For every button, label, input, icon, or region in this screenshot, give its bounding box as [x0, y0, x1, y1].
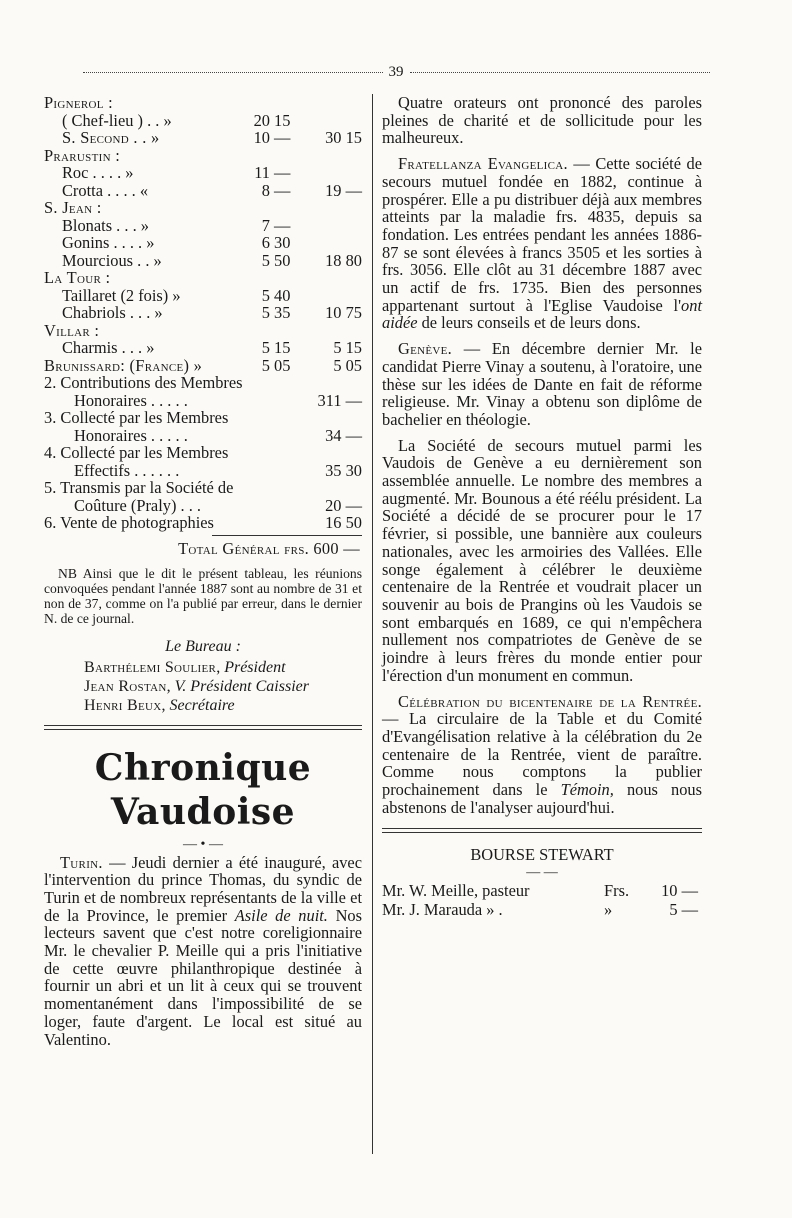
page-number: 39: [388, 63, 404, 80]
donor-name: Mr. J. Marauda » .: [382, 900, 503, 920]
header-rule-left: [83, 72, 383, 73]
amount-francs: 5: [261, 303, 270, 322]
account-row: [44, 322, 362, 340]
nb-note: NB Ainsi que le dit le présent tableau, les réunions convoquées pendant l'année 1887 sont au nombre de 31 et non de 37, comme on l'a publié par erreur, dans le dernier N. de ce journal.: [44, 565, 362, 626]
article-heading: Genève.: [398, 339, 453, 359]
subtotal: 30 15: [325, 128, 362, 147]
subtotal: 10 75: [325, 303, 362, 322]
subtotal: 5 15: [333, 338, 362, 357]
bureau-member: Jean Rostan, V. Président Caissier: [84, 677, 309, 695]
amount-cents: —: [274, 163, 291, 182]
article-italic: Témoin,: [560, 780, 614, 800]
account-label: Villar :: [44, 320, 100, 340]
account-label: Gonins . . . . »: [62, 233, 155, 252]
left-articles: [44, 854, 362, 1049]
account-row: [44, 427, 362, 445]
account-label: Charmis . . . »: [62, 338, 155, 357]
account-label: 3. Collecté par les Membres: [44, 408, 229, 427]
subtotal: 16 50: [325, 513, 362, 532]
accounts-table: [44, 94, 362, 532]
account-row: [44, 94, 362, 112]
account-label: Roc . . . . »: [62, 163, 134, 182]
account-row: [44, 287, 362, 305]
account-label: S. Second . . »: [62, 128, 160, 147]
account-label: 5. Transmis par la Société de: [44, 478, 234, 497]
bourse-row: [382, 900, 702, 919]
right-column: [382, 94, 702, 919]
left-column: [44, 94, 362, 1048]
article-heading: Turin.: [60, 852, 103, 872]
donation-amount: 5 —: [669, 900, 698, 920]
article-paragraph: Genève. — En décembre dernier Mr. le candidat Pierre Vinay a soutenu, à l'oratoire, une thèse sur les idées de Dante en fait de réforme religieuse. Mr. Vinay a obtenu son diplôme de bachelier en théologie.: [382, 339, 702, 429]
donation-amount: 10 —: [661, 881, 698, 901]
article-italic: Asile de nuit.: [234, 905, 328, 925]
amount-cents: 15: [274, 110, 291, 130]
account-row: [44, 164, 362, 182]
account-label: 6. Vente de photographies: [44, 513, 214, 532]
bureau-member: Barthélemi Soulier, Président: [84, 658, 286, 676]
subtotal: 34 —: [325, 425, 362, 445]
account-label: Chabriols . . . »: [62, 303, 163, 322]
account-row: [44, 234, 362, 252]
article-paragraph: Fratellanza Evangelica. — Cette société de secours mutuel fondée en 1882, continue à prospérer. Elle a pu distribuer déjà aux membres atteints par la maladie frs. 4835, depuis sa fondation. Les entrées pendant les années 1886-87 se sont élevées à francs 3505 et les sorties à frs. 3056. Elle clôt au 31 décembre 1887 avec un actif de frs. 1735. Bien des personnes appartenant surtout à l'Eglise Vaudoise l'ont aidée de leurs conseils et de leurs dons.: [382, 154, 702, 333]
account-label: Effectifs . . . . . .: [74, 460, 180, 480]
account-row: [44, 479, 362, 497]
amount-francs: 7: [261, 215, 270, 235]
account-row: [44, 497, 362, 515]
title-dash: — • —: [183, 836, 223, 852]
account-label: Brunissard: (France) »: [44, 355, 203, 375]
article-paragraph: La Société de secours mutuel parmi les Vaudois de Genève a eu dernièrement son assemblée annuelle. Le nombre des membres a augmenté. Mr. Bounous a été réélu président. La Société a décidé de se procurer pour le 17 février, si possible, une bannière aux couleurs nationales, avec les armoiries des Vallées. Elle songe également à célébrer le deuxième centenaire de la Rentrée et voudrait placer un souvenir au bois de Prangins où les Vaudois se sont embarqués en 1689, ce qui n'empêchera nullement nos compatriotes de Genève de se joindre à leurs frères du monde entier pour l'érection d'un monument en commun.: [382, 435, 702, 685]
subtotal: 19 —: [325, 180, 362, 200]
article-paragraph: Célébration du bicentenaire de la Rentrée. — La circulaire de la Table et du Comité d'Evangélisation relative à la célébration du 2e centenaire de la Rentrée, vient de paraître. Comme nous comptons la publier prochainement dans le Témoin, nous nous abstenons de l'analyser aujourd'hui.: [382, 691, 702, 817]
subtotal: 35 30: [325, 460, 362, 480]
article-paragraph: Turin. — Jeudi dernier a été inauguré, avec l'intervention du prince Thomas, du syndic de Turin et de nombreux représentants de la ville et de la Province, le premier Asile de nuit. Nos lecteurs savent que c'est notre coreligionnaire Mr. le chevalier P. Meille qui a pris l'initiative de cette œuvre philanthropique destinée à fournir un abri et un lit à ceux qui se trouvent momentanément dans l'impossibilité de se loger, faute d'argent. Le local est situé au Valentino.: [44, 852, 362, 1049]
account-label: Coûture (Praly) . . .: [74, 495, 202, 515]
account-label: Honoraires . . . . .: [74, 390, 188, 410]
account-row: [44, 514, 362, 532]
account-row: [44, 462, 362, 480]
member-name: Henri Beux: [84, 696, 162, 714]
account-label: La Tour :: [44, 268, 111, 287]
member-role: V. Président Caissier: [174, 677, 309, 695]
account-row: [44, 339, 362, 357]
amount-francs: 5: [261, 250, 270, 270]
account-row: [44, 392, 362, 410]
amount-cents: 35: [274, 303, 291, 322]
total-rule: [212, 535, 362, 536]
account-row: [44, 304, 362, 322]
account-label: Pignerol :: [44, 93, 114, 112]
amount-francs: 20: [253, 110, 270, 130]
amount-francs: 6: [261, 233, 270, 252]
page-number-header: [0, 62, 792, 82]
member-name: Barthélemi Soulier: [84, 658, 217, 676]
amount-cents: 05: [274, 355, 291, 375]
account-label: S. Jean :: [44, 198, 102, 217]
account-label: 4. Collecté par les Membres: [44, 443, 229, 462]
subtotal: 20 —: [325, 495, 362, 515]
account-label: Prarustin :: [44, 145, 121, 165]
account-row: [44, 112, 362, 130]
account-row: [44, 269, 362, 287]
account-row: [44, 444, 362, 462]
subtotal: 18 80: [325, 250, 362, 270]
bureau-signatures: [44, 658, 362, 715]
amount-francs: 10: [253, 128, 270, 147]
amount-francs: 5: [261, 285, 270, 305]
bourse-list: [382, 881, 702, 919]
article-paragraph: Quatre orateurs ont prononcé des paroles pleines de charité et de sollicitude pour les malheureux.: [382, 93, 702, 148]
header-rule-right: [410, 72, 710, 73]
amount-cents: —: [274, 215, 291, 235]
account-label: 2. Contributions des Membres: [44, 373, 243, 392]
amount-cents: 30: [274, 233, 291, 252]
amount-francs: 8: [261, 180, 270, 200]
amount-cents: 15: [274, 338, 291, 357]
column-divider: [372, 94, 373, 1154]
member-role: Président: [224, 658, 286, 676]
account-row: [44, 357, 362, 375]
bourse-title: BOURSE STEWART: [470, 845, 614, 865]
section-rule: [44, 725, 362, 730]
amount-cents: 40: [274, 285, 291, 305]
amount-francs: 5: [261, 355, 270, 375]
bourse-rule: [382, 828, 702, 833]
total-general: Total Général frs. 600 —: [178, 538, 360, 558]
bureau-title: Le Bureau :: [165, 637, 241, 655]
account-row: [44, 252, 362, 270]
account-row: [44, 409, 362, 427]
amount-francs: 11: [254, 163, 270, 182]
section-title: Chronique Vaudoise: [94, 746, 312, 833]
member-role: Secrétaire: [169, 696, 235, 714]
amount-cents: —: [274, 180, 291, 200]
amount-francs: 5: [261, 338, 270, 357]
account-label: Mourcious . . »: [62, 250, 162, 270]
account-label: Blonats . . . »: [62, 215, 149, 235]
article-italic: ont aidée: [382, 295, 702, 333]
account-label: Honoraires . . . . .: [74, 425, 188, 445]
account-row: [44, 129, 362, 147]
amount-cents: —: [274, 128, 291, 147]
member-name: Jean Rostan: [84, 677, 167, 695]
article-heading: Fratellanza Evangelica.: [398, 154, 568, 174]
bureau-member: Henri Beux, Secrétaire: [84, 696, 235, 714]
subtotal: 5 05: [333, 355, 362, 375]
amount-cents: 50: [274, 250, 291, 270]
right-articles: [382, 94, 702, 816]
currency: Frs.: [604, 881, 630, 901]
article-heading: Célébration du bicentenaire de la Rentrée.: [398, 691, 702, 711]
bourse-dash: — —: [526, 865, 558, 881]
account-label: ( Chef-lieu ) . . »: [62, 110, 172, 130]
account-row: [44, 217, 362, 235]
subtotal: 311 —: [317, 390, 362, 410]
account-row: [44, 374, 362, 392]
account-row: [44, 199, 362, 217]
donor-name: Mr. W. Meille, pasteur: [382, 881, 530, 901]
bourse-row: [382, 881, 702, 900]
account-label: Crotta . . . . «: [62, 180, 149, 200]
account-row: [44, 182, 362, 200]
currency: »: [604, 900, 613, 920]
account-label: Taillaret (2 fois) »: [62, 285, 181, 305]
account-row: [44, 147, 362, 165]
